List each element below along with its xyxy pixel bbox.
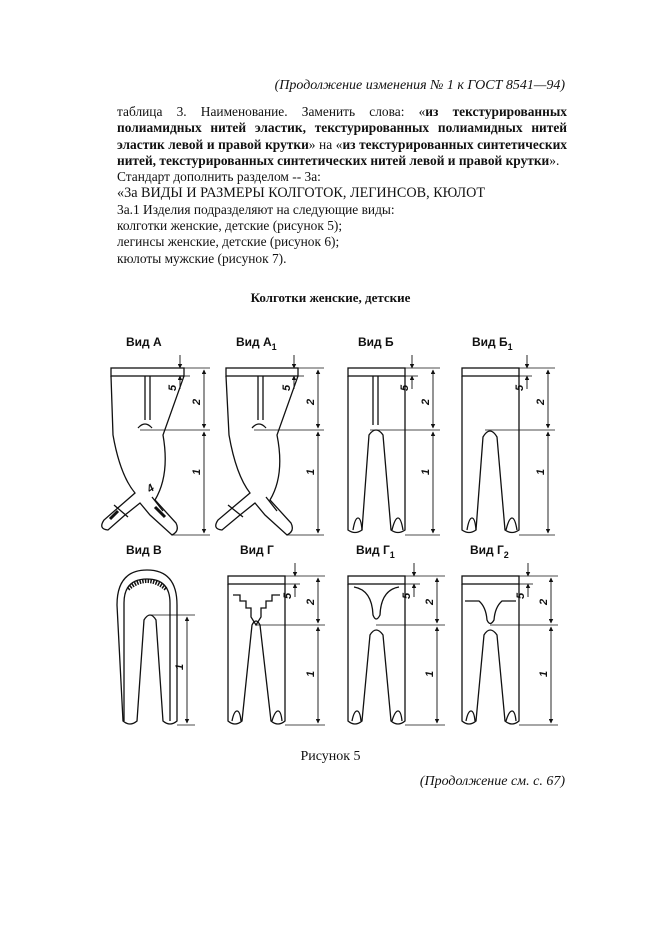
view-g1-drawing — [348, 576, 405, 724]
dim-label-1: 1 — [305, 670, 317, 677]
paragraph-bold-1: из текстурированных полиамидных нитей эластик, текстурированных полиамидных нитей эластик левой и правой крутки — [117, 104, 567, 152]
dim-label-2: 2 — [538, 598, 550, 605]
view-label-g1: Вид $Г_1$ — [356, 543, 395, 560]
text-line: 3а.1 Изделия подразделяют на следующие виды: — [117, 201, 395, 217]
dim-label-2: 2 — [535, 398, 547, 405]
view-label-g: Вид Г — [240, 543, 274, 557]
dim-label-4: 4 — [144, 482, 157, 496]
page-header: (Продолжение изменения № 1 к ГОСТ 8541—94) — [274, 78, 565, 93]
dim-label-2: 2 — [424, 598, 436, 605]
dim-label-5: 5 — [399, 384, 411, 391]
view-b1-drawing — [462, 368, 519, 533]
dim-label-2: 2 — [305, 598, 317, 605]
section-heading: «3а ВИДЫ И РАЗМЕРЫ КОЛГОТОК, ЛЕГИНСОВ, КЮЛОТ — [117, 185, 486, 202]
body-text — [117, 104, 567, 267]
dim-label-2: 2 — [191, 398, 203, 405]
paragraph-bold-2: из текстурированных синтетических нитей, текстурированных синтетических нитей левой и правой крутки — [117, 136, 568, 168]
view-g-drawing — [228, 576, 285, 724]
text-line: легинсы женские, детские (рисунок 6); — [117, 234, 340, 250]
text-line: колготки женские, детские (рисунок 5); — [117, 218, 343, 234]
dim-label-2: 2 — [420, 398, 432, 405]
dim-label-5: 5 — [515, 592, 527, 599]
dim-label-1: 1 — [420, 468, 432, 475]
paragraph-part-3: ». — [549, 152, 560, 168]
dim-label-1: 1 — [305, 468, 317, 475]
text-line: кюлоты мужские (рисунок 7). — [117, 250, 287, 266]
view-label-b: Вид Б — [358, 335, 394, 349]
dim-label-5: 5 — [167, 384, 179, 391]
view-label-a: Вид А — [126, 335, 162, 349]
dim-label-1: 1 — [191, 468, 203, 475]
dim-label-1: 1 — [174, 663, 186, 670]
tights-figure — [0, 325, 661, 740]
view-v-drawing — [117, 570, 177, 724]
dim-label-1: 1 — [424, 670, 436, 677]
view-b-drawing — [348, 368, 405, 533]
view-a1-drawing — [216, 368, 298, 535]
figure-title: Колготки женские, детские — [250, 290, 411, 305]
paragraph-part-1: таблица 3. Наименование. Заменить слова: « — [117, 104, 426, 119]
view-label-v: Вид В — [126, 543, 162, 557]
dim-label-5: 5 — [281, 384, 293, 391]
continuation-note: (Продолжение см. с. 67) — [419, 774, 565, 789]
figure-caption: Рисунок 5 — [300, 749, 361, 764]
view-a-drawing — [102, 368, 184, 535]
amendment-paragraph — [117, 104, 567, 169]
dim-label-2: 2 — [305, 398, 317, 405]
paragraph-part-2: » на « — [308, 136, 343, 152]
dim-label-5: 5 — [282, 592, 294, 599]
dim-label-5: 5 — [401, 592, 413, 599]
view-label-b1: Вид $Б_1$ — [472, 335, 513, 352]
view-label-g2: Вид $Г_2$ — [470, 543, 509, 560]
dim-label-1: 1 — [535, 468, 547, 475]
dim-label-1: 1 — [538, 670, 550, 677]
text-line: Стандарт дополнить разделом -- 3а: — [117, 169, 321, 185]
view-label-a1: Вид $А_1$ — [236, 335, 277, 352]
dim-label-5: 5 — [514, 384, 526, 391]
view-g2-drawing — [462, 576, 519, 724]
